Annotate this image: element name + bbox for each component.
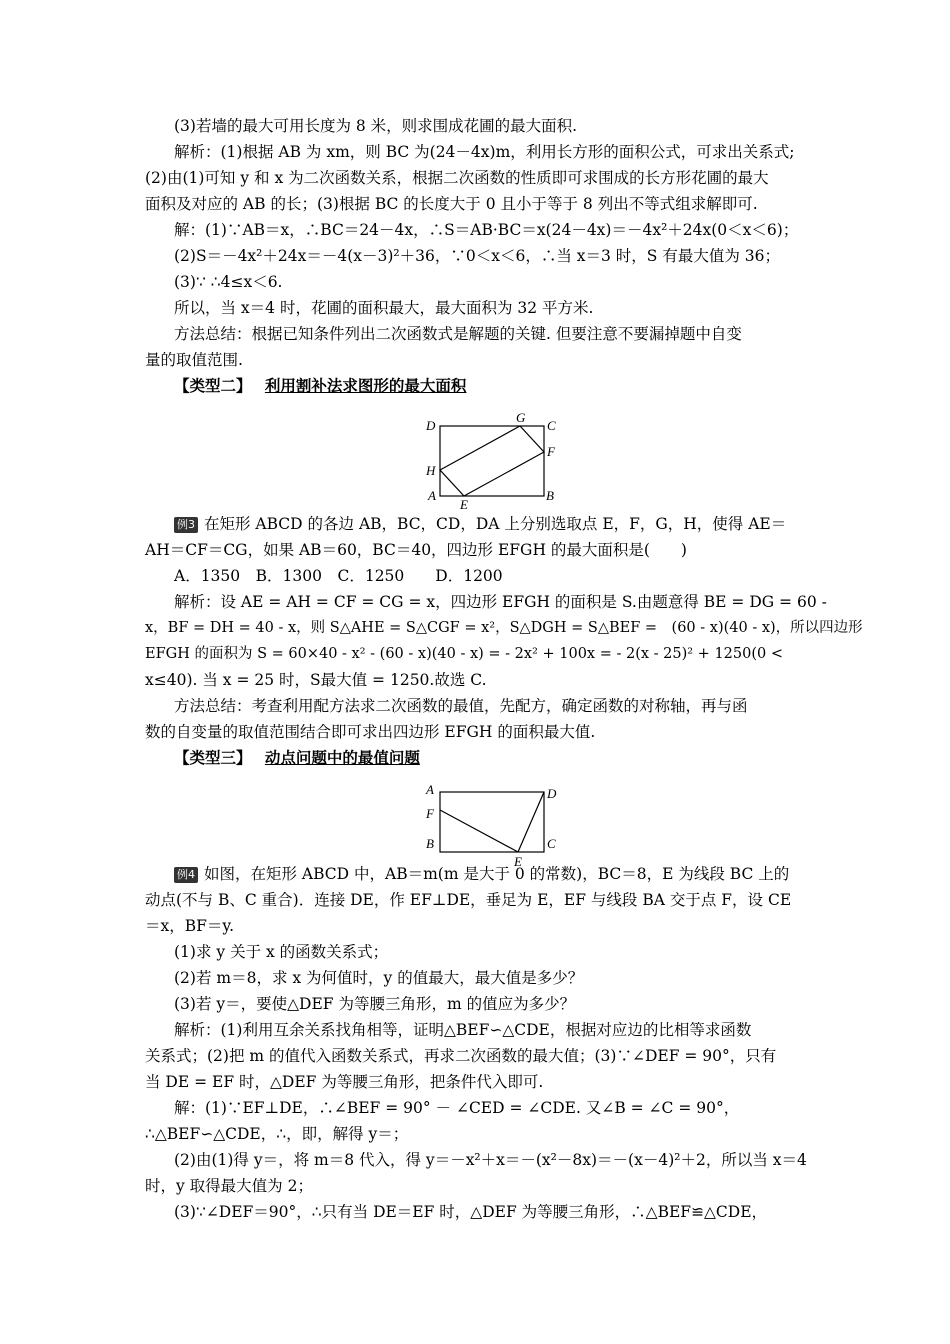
label-a: A xyxy=(426,782,434,797)
text-line: ＝x，BF＝y. xyxy=(145,917,235,935)
label-a: A xyxy=(428,488,436,503)
text-line: 面积及对应的 AB 的长；(3)根据 BC 的长度大于 0 且小于等于 8 列出不等式组求解即可. xyxy=(145,195,758,213)
label-f: F xyxy=(547,444,555,459)
text-line: 解析：设 AE = AH = CF = CG = x，四边形 EFGH 的面积是 S.由题意得 BE = DG = 60 - xyxy=(174,593,827,611)
text-line: 时，y 取得最大值为 2； xyxy=(145,1177,313,1195)
text-line: 方法总结：考查利用配方法求二次函数的最值，先配方，确定函数的对称轴，再与函 xyxy=(174,697,748,715)
label-b: B xyxy=(426,836,434,851)
question-2: (2)若 m＝8，求 x 为何值时，y 的值最大，最大值是多少？ xyxy=(174,969,584,987)
text-line: (2)由(1)可知 y 和 x 为二次函数关系，根据二次函数的性质即可求围成的长方形花圃的最大 xyxy=(145,169,769,187)
answer-options: A．1350 B．1300 C．1250 D．1200 xyxy=(174,567,503,585)
example-badge: 例3 xyxy=(174,517,198,533)
section-title: 动点问题中的最值问题 xyxy=(264,748,420,767)
example-badge: 例4 xyxy=(174,867,198,883)
segment-fe xyxy=(440,810,518,852)
text-line: 数的自变量的取值范围结合即可求出四边形 EFGH 的面积最大值. xyxy=(145,723,596,741)
text-line xyxy=(174,140,795,164)
label-f: F xyxy=(426,806,434,821)
figure-rectangle-def xyxy=(420,782,560,872)
analysis-line: 解析：(1)根据 AB 为 xm，则 BC 为(24－4x)m，利用长方形的面积公式，可求出关系式; xyxy=(174,143,795,161)
text-line: (3)若墙的最大可用长度为 8 米，则求围成花圃的最大面积. xyxy=(174,117,578,135)
example-3-line xyxy=(174,512,786,536)
label-c: C xyxy=(547,836,556,851)
question-1: (1)求 y 关于 x 的函数关系式； xyxy=(174,943,389,961)
text-line: 量的取值范围. xyxy=(145,351,243,369)
label-e: E xyxy=(514,854,522,869)
text-line: (3)∵ ∴4≤x＜6. xyxy=(174,273,283,291)
text-line: 当 DE = EF 时，△DEF 为等腰三角形，把条件代入即可. xyxy=(145,1073,544,1091)
text-line: 动点(不与 B、C 重合)．连接 DE，作 EF⊥DE，垂足为 E，EF 与线段 BA 交于点 F，设 CE xyxy=(145,891,792,909)
label-h: H xyxy=(426,463,436,478)
example-text: 如图，在矩形 ABCD 中，AB＝m(m 是大于 0 的常数)，BC＝8，E 为线段 BC 上的 xyxy=(204,865,790,883)
text-line: (2)由(1)得 y＝，将 m＝8 代入，得 y＝－x²＋x＝－(x²－8x)＝－(x－4)²＋2，所以当 x＝4 xyxy=(174,1151,807,1169)
label-b: B xyxy=(546,488,554,503)
section-title: 利用割补法求图形的最大面积 xyxy=(264,376,467,395)
text-line: 所以，当 x＝4 时，花圃的面积最大，最大面积为 32 平方米. xyxy=(174,299,594,317)
text-line: (2)S＝－4x²＋24x＝－4(x－3)²＋36，∵0＜x＜6，∴当 x＝3 时，S 有最大值为 36； xyxy=(174,247,780,265)
example-text: 在矩形 ABCD 的各边 AB，BC，CD，DA 上分别选取点 E，F，G，H，使得 AE＝ xyxy=(204,515,787,533)
section-heading-type2 xyxy=(174,374,466,398)
figure-rectangle-efgh xyxy=(420,412,560,512)
text-line: 关系式；(2)把 m 的值代入函数关系式，再求二次函数的最大值；(3)∵∠DEF = 90°，只有 xyxy=(145,1047,777,1065)
question-3: (3)若 y＝，要使△DEF 为等腰三角形，m 的值应为多少？ xyxy=(174,995,576,1013)
rect-abcd xyxy=(440,792,544,852)
section-heading-type3 xyxy=(174,746,420,770)
text-line: AH＝CF＝CG，如果 AB＝60，BC＝40，四边形 EFGH 的最大面积是( ) xyxy=(145,541,687,559)
example-4-line xyxy=(174,862,789,886)
label-d: D xyxy=(426,418,436,433)
text-line: (3)∵∠DEF＝90°，∴只有当 DE＝EF 时，△DEF 为等腰三角形，∴△BEF≌△CDE， xyxy=(174,1203,768,1221)
label-g: G xyxy=(516,412,526,425)
text-line: 方法总结：根据已知条件列出二次函数式是解题的关键. 但要注意不要漏掉题中自变 xyxy=(174,325,742,343)
label-c: C xyxy=(547,418,556,433)
text-line: x，BF = DH = 40 - x，则 S△AHE = S△CGF = x²，S△DGH = S△BEF = (60 - x)(40 - x)，所以四边形 xyxy=(145,620,863,636)
label-d: D xyxy=(547,786,557,801)
text-line: 解：(1)∵EF⊥DE，∴∠BEF = 90° － ∠CED = ∠CDE. 又∠B = ∠C = 90°， xyxy=(174,1099,740,1117)
label-e: E xyxy=(460,497,468,512)
segment-ed xyxy=(518,792,544,852)
section-bracket: 【类型三】 xyxy=(174,748,252,767)
text-line: 解析：(1)利用互余关系找角相等，证明△BEF∽△CDE，根据对应边的比相等求函数 xyxy=(174,1021,752,1039)
text-line: x≤40). 当 x = 25 时，S最大值 = 1250.故选 C. xyxy=(145,671,487,689)
text-line: EFGH 的面积为 S = 60×40 - x² - (60 - x)(40 - x) = - 2x² + 100x = - 2(x - 25)² + 1250(0 < xyxy=(145,646,783,662)
text-line: ∴△BEF∽△CDE，∴，即，解得 y＝； xyxy=(145,1125,409,1143)
text-line: 解：(1)∵AB＝x，∴BC＝24－4x，∴S＝AB·BC＝x(24－4x)＝－4x²＋24x(0＜x＜6)； xyxy=(174,221,799,239)
quad-efgh xyxy=(440,426,544,496)
section-bracket: 【类型二】 xyxy=(174,376,252,395)
